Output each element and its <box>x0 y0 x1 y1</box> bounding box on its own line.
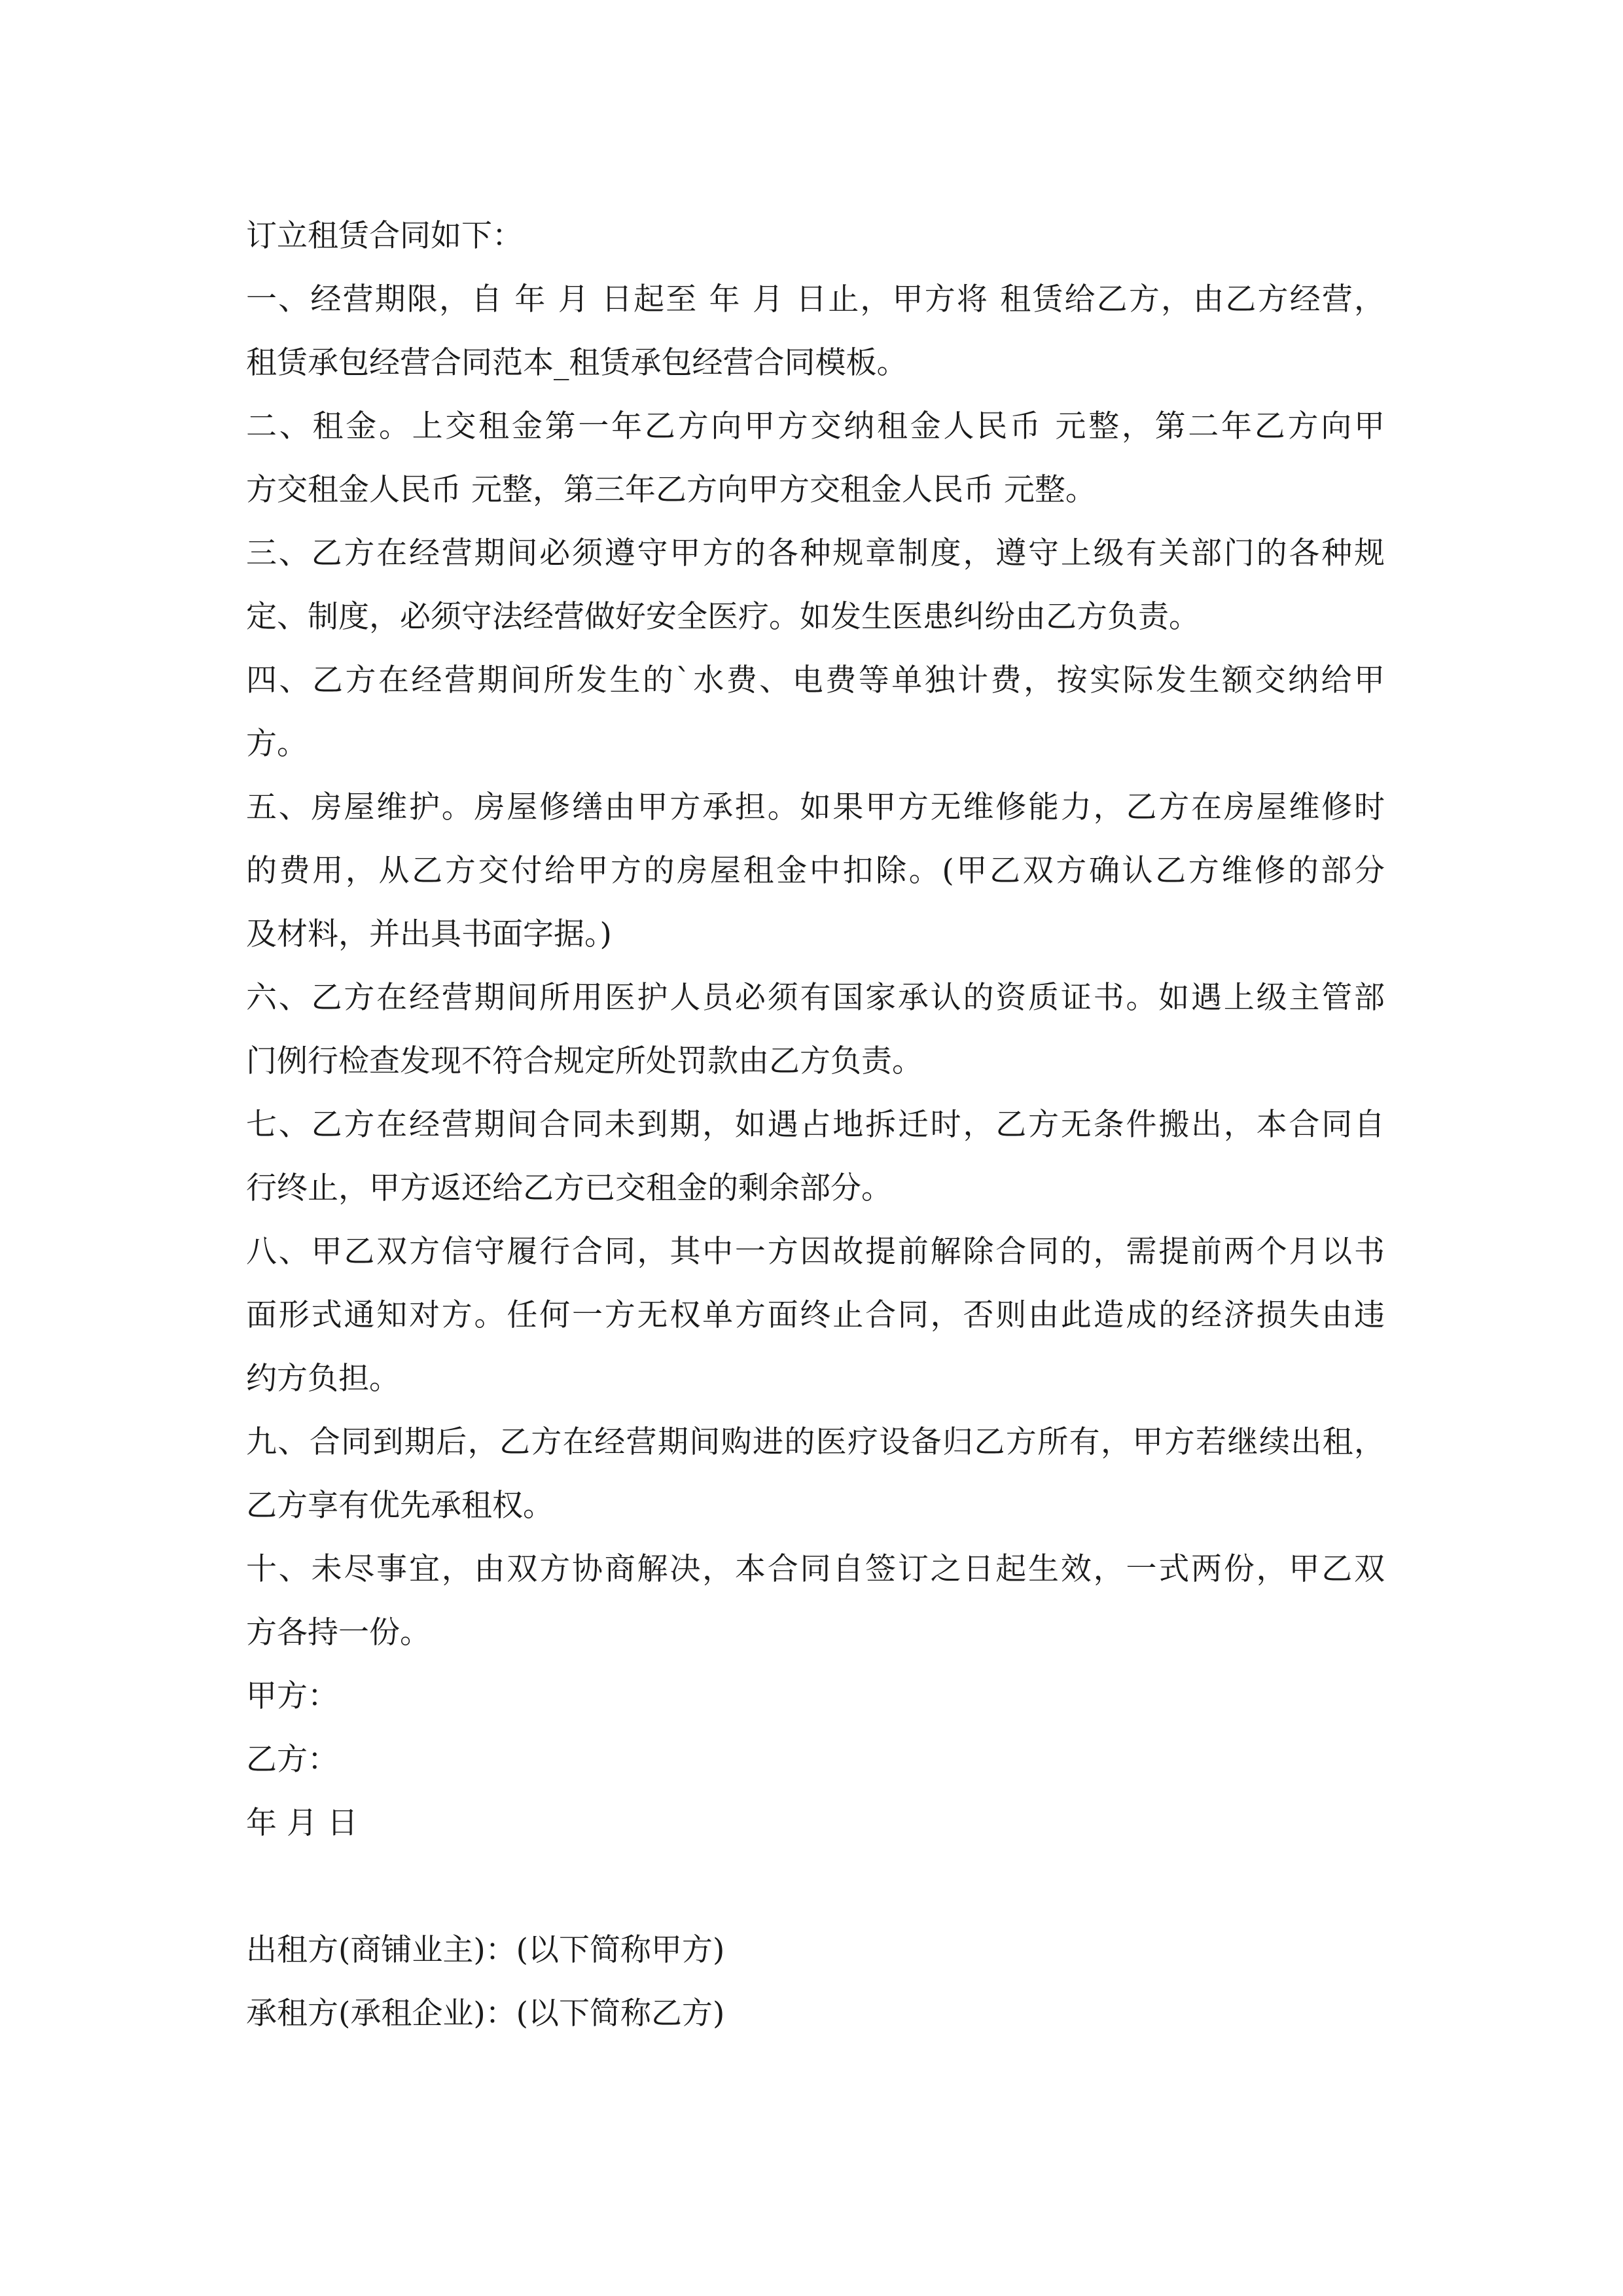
clause-8-line-3: 约方负担。 <box>246 1361 400 1397</box>
clause-9-line-2: 乙方享有优先承租权。 <box>246 1488 554 1524</box>
clause-2-line-1: 二、租金。上交租金第一年乙方向甲方交纳租金人民币 元整，第二年乙方向甲 <box>246 408 1385 444</box>
intro-line: 订立租赁合同如下： <box>246 218 523 254</box>
lessee-line: 承租方(承租企业)：(以下简称乙方) <box>246 1996 725 2032</box>
clause-3-line-1: 三、乙方在经营期间必须遵守甲方的各种规章制度，遵守上级有关部门的各种规 <box>246 535 1385 571</box>
clause-7-line-1: 七、乙方在经营期间合同未到期，如遇占地拆迁时，乙方无条件搬出，本合同自 <box>246 1107 1385 1143</box>
document-body <box>246 204 1385 2045</box>
clause-8-line-1: 八、甲乙双方信守履行合同，其中一方因故提前解除合同的，需提前两个月以书 <box>246 1234 1385 1270</box>
section-spacer <box>246 1855 1385 1918</box>
party-a-signature-line: 甲方： <box>246 1678 338 1714</box>
clause-6-line-1: 六、乙方在经营期间所用医护人员必须有国家承认的资质证书。如遇上级主管部 <box>246 980 1385 1016</box>
lessor-line: 出租方(商铺业主)：(以下简称甲方) <box>246 1932 725 1968</box>
clause-5-line-3: 及材料，并出具书面字据。) <box>246 916 612 952</box>
clause-7-line-2: 行终止，甲方返还给乙方已交租金的剩余部分。 <box>246 1170 892 1206</box>
clause-8-line-2: 面形式通知对方。任何一方无权单方面终止合同，否则由此造成的经济损失由违 <box>246 1297 1385 1333</box>
clause-5-line-2: 的费用，从乙方交付给甲方的房屋租金中扣除。(甲乙双方确认乙方维修的部分 <box>246 853 1385 889</box>
clause-4-line-2: 方。 <box>246 726 308 762</box>
clause-3-line-2: 定、制度，必须守法经营做好安全医疗。如发生医患纠纷由乙方负责。 <box>246 599 1200 635</box>
clause-2-line-2: 方交租金人民币 元整，第三年乙方向甲方交租金人民币 元整。 <box>246 472 1096 508</box>
clause-1-line-1: 一、经营期限，自 年 月 日起至 年 月 日止，甲方将 租赁给乙方，由乙方经营， <box>246 281 1385 317</box>
clause-9-line-1: 九、合同到期后，乙方在经营期间购进的医疗设备归乙方所有，甲方若继续出租， <box>246 1424 1385 1460</box>
clause-10-line-2: 方各持一份。 <box>246 1615 431 1651</box>
party-b-signature-line: 乙方： <box>246 1742 338 1778</box>
clause-4-line-1: 四、乙方在经营期间所发生的`水费、电费等单独计费，按实际发生额交纳给甲 <box>246 662 1385 698</box>
clause-10-line-1: 十、未尽事宜，由双方协商解决，本合同自签订之日起生效，一式两份，甲乙双 <box>246 1551 1385 1587</box>
date-line: 年 月 日 <box>246 1805 358 1841</box>
clause-5-line-1: 五、房屋维护。房屋修缮由甲方承担。如果甲方无维修能力，乙方在房屋维修时 <box>246 789 1385 825</box>
clause-6-line-2: 门例行检查发现不符合规定所处罚款由乙方负责。 <box>246 1043 923 1079</box>
clause-1-line-2: 租赁承包经营合同范本_租赁承包经营合同模板。 <box>246 345 908 381</box>
